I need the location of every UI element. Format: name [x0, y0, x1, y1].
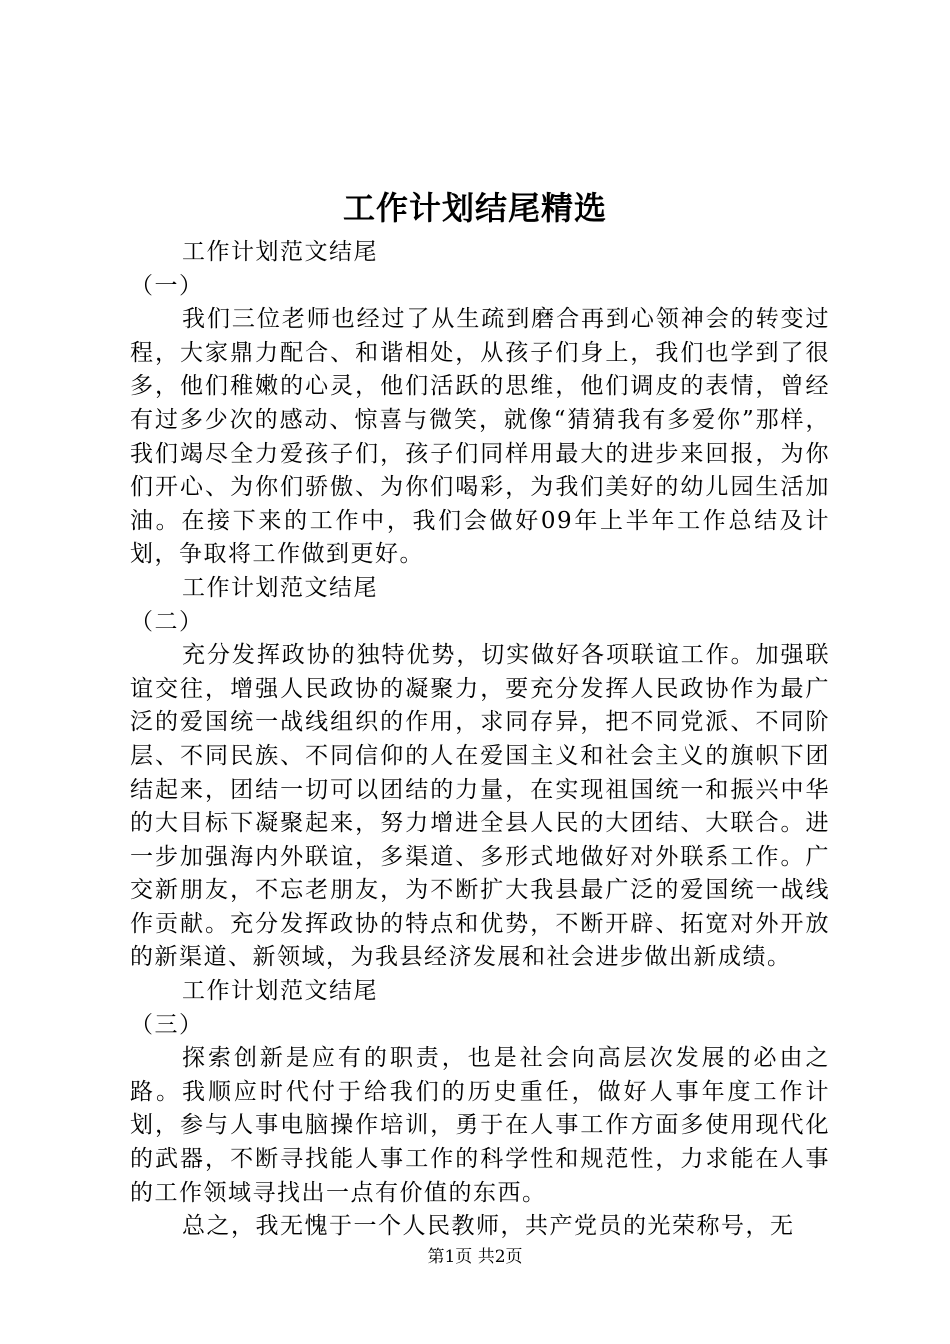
section-number-1: （一） [130, 272, 204, 299]
section-heading-2: 工作计划范文结尾 [182, 574, 378, 601]
paragraph-2: 充分发挥政协的独特优势，切实做好各项联谊工作。加强联谊交往，增强人民政协的凝聚力，要充分发挥人民政协作为最广泛的爱国统一战线组织的作用，求同存异，把不同党派、不同阶层、不同民族、不同信仰的人在爱国主义和社会主义的旗帜下团结起来，团结一切可以团结的力量，在实现祖国统一和振兴中华的大目标下凝聚起来，努力增进全县人民的大团结、大联合。进一步加强海内外联谊，多渠道、多形式地做好对外联系工作。广交新朋友，不忘老朋友，为不断扩大我县最广泛的爱国统一战线作贡献。充分发挥政协的特点和优势，不断开辟、拓宽对外开放的新渠道、新领域，为我县经济发展和社会进步做出新成绩。 [130, 642, 830, 971]
paragraph-1: 我们三位老师也经过了从生疏到磨合再到心领神会的转变过程，大家鼎力配合、和谐相处，从孩子们身上，我们也学到了很多，他们稚嫩的心灵，他们活跃的思维，他们调皮的表情，曾经有过多少次的感动、惊喜与微笑，就像“猜猜我有多爱你”那样，我们竭尽全力爱孩子们，孩子们同样用最大的进步来回报，为你们开心、为你们骄傲、为你们喝彩，为我们美好的幼儿园生活加油。在接下来的工作中，我们会做好09年上半年工作总结及计划，争取将工作做到更好。 [130, 306, 830, 568]
section-heading-1: 工作计划范文结尾 [182, 239, 378, 265]
document-body [130, 236, 830, 1244]
paragraph-3: 探索创新是应有的职责，也是社会向高层次发展的必由之路。我顺应时代付于给我们的历史重任，做好人事年度工作计划，参与人事电脑操作培训，勇于在人事工作方面多使用现代化的武器，不断寻找能人事工作的科学性和规范性，力求能在人事的工作领域寻找出一点有价值的东西。 [130, 1045, 830, 1206]
paragraph-4: 总之，我无愧于一个人民教师，共产党员的光荣称号，无 [182, 1213, 795, 1240]
page-title: 工作计划结尾精选 [342, 189, 607, 227]
page-footer: 第1页 共2页 [427, 1247, 523, 1267]
section-number-3: （三） [130, 1011, 204, 1038]
section-heading-3: 工作计划范文结尾 [182, 978, 378, 1005]
section-number-2: （二） [130, 608, 204, 635]
